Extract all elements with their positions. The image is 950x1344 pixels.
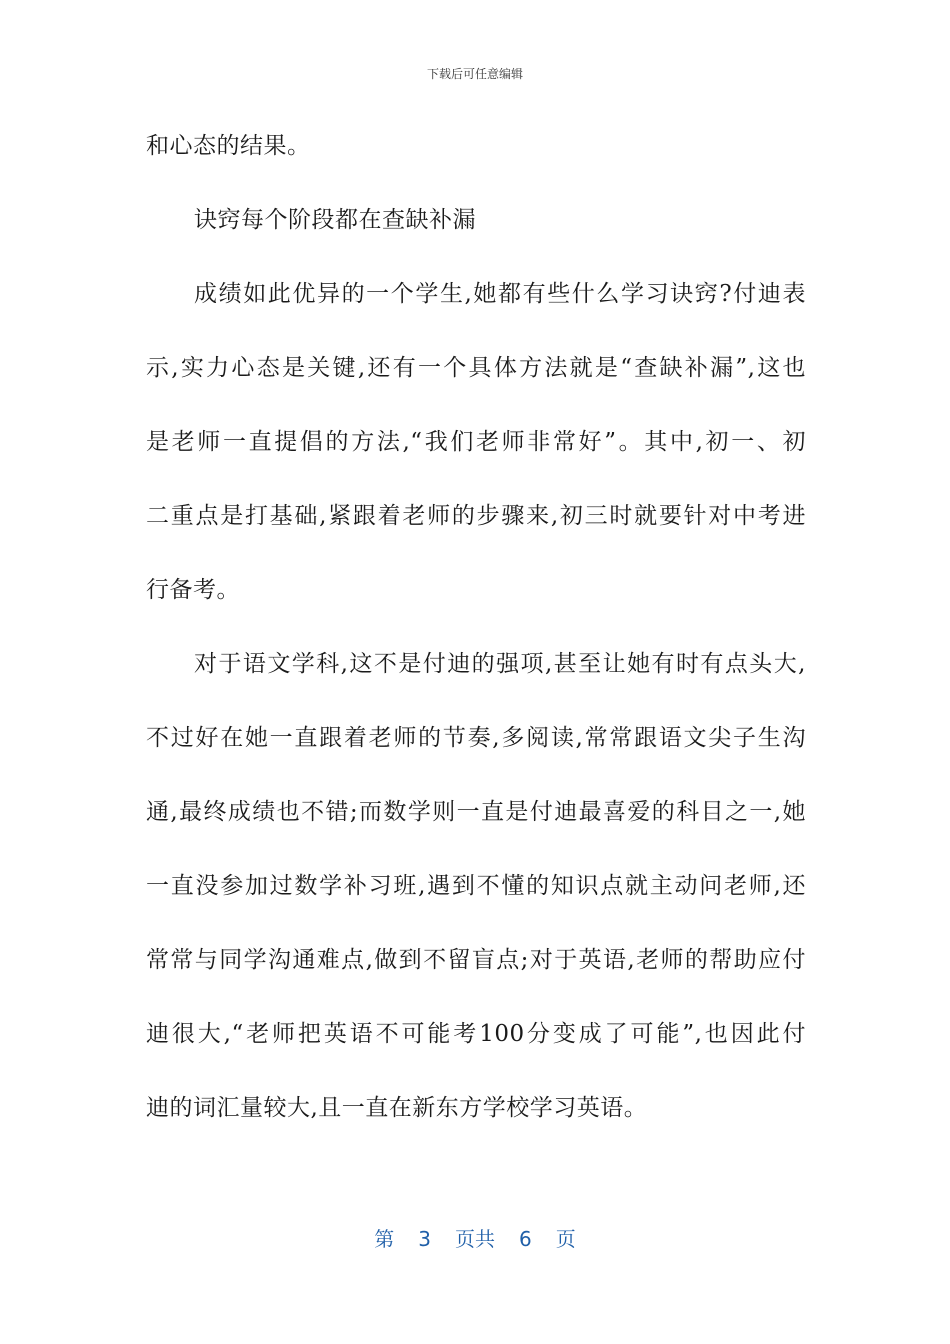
page-header: 下载后可任意编辑 <box>426 67 523 81</box>
total-page-number: 6 <box>519 1227 532 1251</box>
text-line: 示,实力心态是关键,还有一个具体方法就是“查缺补漏”,这也 <box>146 355 806 381</box>
text-line: 对于语文学科,这不是付迪的强项,甚至让她有时有点头大, <box>194 651 806 677</box>
footer-suffix: 页 <box>555 1227 576 1251</box>
text-line: 迪的词汇量较大,且一直在新东方学校学习英语。 <box>146 1095 648 1121</box>
text-line: 迪很大,“老师把英语不可能考100分变成了可能”,也因此付 <box>146 1021 806 1047</box>
text-line: 行备考。 <box>146 577 240 603</box>
text-line: 成绩如此优异的一个学生,她都有些什么学习诀窍?付迪表 <box>194 281 806 307</box>
text-line: 一直没参加过数学补习班,遇到不懂的知识点就主动问老师,还 <box>146 873 806 899</box>
footer-middle: 页共 <box>455 1227 495 1251</box>
section-heading: 诀窍每个阶段都在查缺补漏 <box>194 207 476 233</box>
text-line: 通,最终成绩也不错;而数学则一直是付迪最喜爱的科目之一,她 <box>146 799 806 825</box>
document-body <box>146 124 806 1160</box>
text-line: 是老师一直提倡的方法,“我们老师非常好”。其中,初一、初 <box>146 429 806 455</box>
text-line: 不过好在她一直跟着老师的节奏,多阅读,常常跟语文尖子生沟 <box>146 725 806 751</box>
text-line: 常常与同学沟通难点,做到不留盲点;对于英语,老师的帮助应付 <box>146 947 806 973</box>
text-line: 二重点是打基础,紧跟着老师的步骤来,初三时就要针对中考进 <box>146 503 806 529</box>
page-footer <box>0 1226 950 1252</box>
text-line: 和心态的结果。 <box>146 133 311 159</box>
footer-prefix: 第 <box>374 1227 395 1251</box>
current-page-number: 3 <box>418 1227 431 1251</box>
